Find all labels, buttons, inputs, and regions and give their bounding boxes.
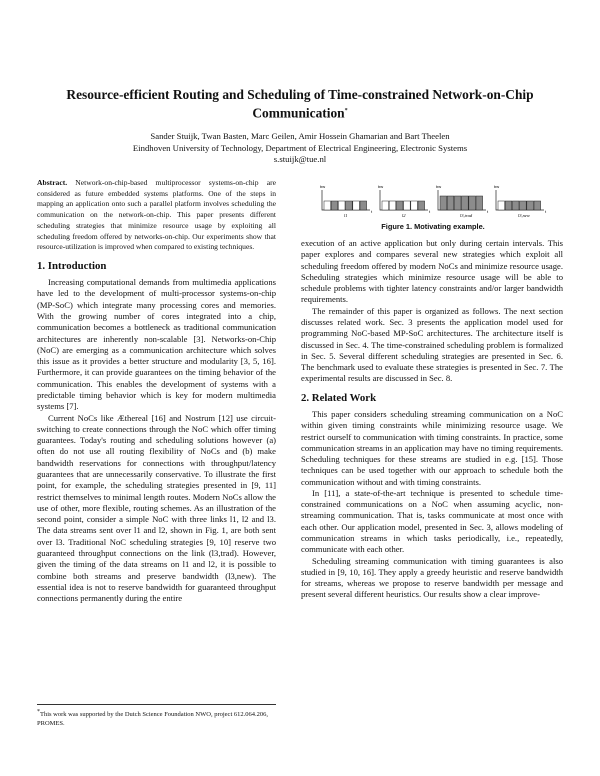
author-block bbox=[60, 131, 540, 166]
figure-bar bbox=[382, 201, 389, 210]
footnote bbox=[37, 704, 276, 728]
figure-t-label: t bbox=[545, 209, 547, 214]
figure-panel-l3,new bbox=[494, 184, 547, 219]
figure-caption: Figure 1. Motivating example. bbox=[381, 222, 485, 231]
paper-title bbox=[60, 86, 540, 121]
paragraph: Scheduling streaming communication with timing guarantees is also studied in [9, 10, 16]. They apply a greedy heuristic and reserve bandwidth for streams, whereas we propose to reserve bandwidth per message and present several different heuristics. Our results show a clear improve- bbox=[301, 555, 563, 600]
left-column bbox=[37, 178, 276, 604]
figure-t-label: t bbox=[371, 209, 373, 214]
paragraph: The remainder of this paper is organized as follows. The next section discusses related work. Sec. 3 presents the application model used for programming NoC-based MP-SoC architectures. The architecture itself is discussed in Sec. 4. The time-constrained scheduling problem is formalized in Sec. 5. Several different scheduling strategies are presented in Sec. 6. The benchmark used to evaluate these strategies is presented in Sec. 7. The experimental results are discussed in Sec. 8. bbox=[301, 305, 563, 384]
figure-bar bbox=[498, 201, 505, 210]
figure-panel-l1 bbox=[320, 184, 373, 218]
figure-bar bbox=[346, 201, 353, 210]
figure-panel-l3,trad bbox=[436, 184, 489, 219]
figure-bar bbox=[527, 201, 534, 210]
title-text: Resource-efficient Routing and Scheduling of Time-constrained Network-on-Chip Communication bbox=[66, 87, 534, 121]
figure-bar bbox=[505, 201, 512, 210]
section-heading-related-work: 2. Related Work bbox=[301, 391, 377, 404]
figure-bar bbox=[520, 201, 527, 210]
figure-bar bbox=[418, 201, 425, 210]
paragraph: execution of an active application but only during certain intervals. This paper explores and compares several new strategies which exploit all scheduling freedom offered by modern NoCs and minimize resource usage. Scheduling strategies which minimize resource usage will be able to schedule problems with tighter latency constraints and/or larger bandwidth requirements. bbox=[301, 238, 563, 305]
figure-1-diagram bbox=[318, 176, 548, 220]
figure-bar bbox=[476, 196, 483, 210]
abstract bbox=[37, 178, 276, 253]
figure-bar bbox=[447, 196, 454, 210]
paragraph: In [11], a state-of-the-art technique is presented to schedule time-constrained communications on a NoC when assuming acyclic, non-streaming communication. That is, tasks communicate at most once with each other. Our application model, presented in Sec. 3, allows modeling of communication streams in which tasks periodically, i.e., repeatedly, communicate with each other. bbox=[301, 487, 563, 555]
figure-bar bbox=[534, 201, 541, 210]
right-column bbox=[301, 238, 563, 601]
figure-bar bbox=[389, 201, 396, 210]
figure-link-label: l3,trad bbox=[460, 213, 473, 218]
figure-bar bbox=[411, 201, 418, 210]
figure-bw-label: bw bbox=[378, 184, 384, 189]
paragraph: Increasing computational demands from multimedia applications have led to the development of multi-processor systems-on-chip (MP-SoC) which integrate many processing cores and memories. With the growing number of cores integrated into a chip, communication becomes a bottleneck as traditional communication architectures are inherently non-scalable [3]. Networks-on-Chip (NoC) are emerging as a communication architecture which solves this issue as it provides a better structure and modularity [3, 5, 16]. Furthermore, it can provide guarantees on the timing behavior of the communication. This enables the development of systems with a predictable timing behavior which is key for modern multimedia systems [7]. bbox=[37, 277, 276, 412]
figure-bar bbox=[324, 201, 331, 210]
section-heading-introduction: 1. Introduction bbox=[37, 259, 107, 272]
author-affiliation: Eindhoven University of Technology, Department of Electrical Engineering, Electronic Systems bbox=[132, 142, 468, 153]
figure-bar bbox=[338, 201, 345, 210]
figure-bw-label: bw bbox=[320, 184, 326, 189]
figure-1 bbox=[318, 176, 548, 234]
figure-bar bbox=[462, 196, 469, 210]
figure-bar bbox=[331, 201, 338, 210]
paragraph: Current NoCs like Æthereal [16] and Nostrum [12] use circuit-switching to create connections through the NoC which offer timing guarantees. Today's routing and scheduling solutions however (a) often do not use all routing flexibility of NoCs and (b) make bandwidth reservations for connections with throughput/latency guarantees that are unnecessarily conservative. To illustrate the first point, for example, the scheduling strategies presented in [9, 11] restrict themselves to minimal length routes. Modern NoCs allow the use of other, more flexible, routing schemes. As an illustration of the second point, consider a simple NoC with three links l1, l2 and l3. The data streams sent over l1 and l2, shown in Fig. 1, are both sent over l3. Traditional NoC scheduling strategies [9, 10] reserve two guaranteed throughput connections on the link (l3,trad). However, given the timing of the data streams on l1 and l2, it is possible to combine both streams and preserve bandwidth (l3,new). The essential idea is not to reserve bandwidth for guaranteed throughput connections permanently during the entire bbox=[37, 412, 276, 604]
figure-bar bbox=[440, 196, 447, 210]
author-names: Sander Stuijk, Twan Basten, Marc Geilen, Amir Hossein Ghamarian and Bart Theelen bbox=[150, 131, 450, 141]
footnote-text: *This work was supported by the Dutch Science Foundation NWO, project 612.064.206, PROMES. bbox=[37, 709, 269, 728]
figure-bar bbox=[404, 201, 411, 210]
figure-panel-l2 bbox=[378, 184, 431, 218]
figure-bar bbox=[469, 196, 476, 210]
figure-bar bbox=[396, 201, 403, 210]
figure-link-label: l2 bbox=[402, 213, 406, 218]
figure-bar bbox=[353, 201, 360, 210]
paragraph: This paper considers scheduling streaming communication on a NoC within given timing constraints while minimizing resource usage. We restrict ourself to communication with timing constraints. In practice, some communication streams in an application may have no timing requirements. Scheduling techniques for these streams are studied in e.g. [15]. Those techniques can be used together with our approach to schedule both the communication without and with timing constraints. bbox=[301, 408, 563, 487]
abstract-label: Abstract. bbox=[37, 178, 68, 187]
figure-bar bbox=[360, 201, 367, 210]
figure-t-label: t bbox=[429, 209, 431, 214]
figure-link-label: l1 bbox=[344, 213, 348, 218]
figure-bw-label: bw bbox=[436, 184, 442, 189]
abstract-text: Network-on-chip-based multiprocessor systems-on-chip are considered as future embedded systems platforms. One of the steps in mapping an application onto such a parallel platform involves scheduling the communication on the network-on-chip. This paper presents different scheduling strategies that minimize resource usage by exploiting all scheduling freedom offered by networks-on-chip. Our experiments show that resource-utilization is improved when compared to existing techniques. bbox=[37, 178, 276, 252]
figure-bar bbox=[512, 201, 519, 210]
figure-link-label: l3,new bbox=[518, 213, 530, 218]
title-footnote-mark: * bbox=[344, 108, 348, 114]
figure-bar bbox=[454, 196, 461, 210]
figure-t-label: t bbox=[487, 209, 489, 214]
figure-bw-label: bw bbox=[494, 184, 500, 189]
author-email: s.stuijk@tue.nl bbox=[273, 154, 327, 165]
